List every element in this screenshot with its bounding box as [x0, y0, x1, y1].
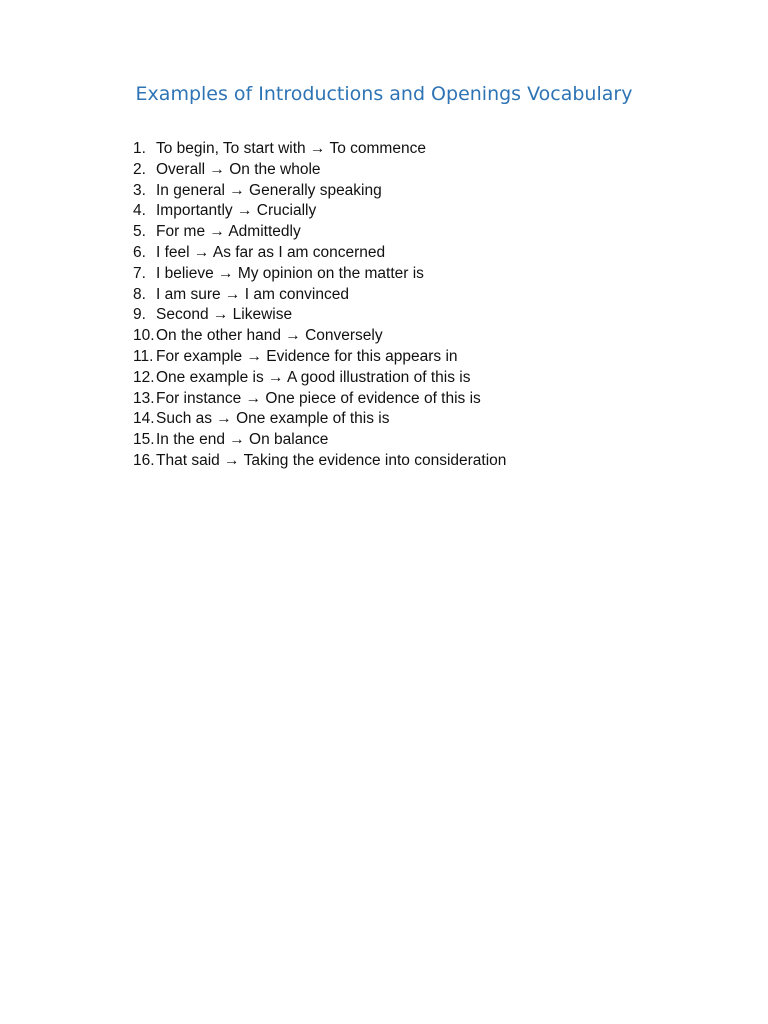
list-item — [133, 160, 506, 181]
list-item — [133, 264, 506, 285]
list-item — [133, 347, 506, 368]
list-item — [133, 222, 506, 243]
item-number: 6. — [133, 243, 146, 261]
item-text: For instance → One piece of evidence of this is — [156, 389, 481, 407]
item-text: Such as → One example of this is — [156, 410, 390, 428]
list-item — [133, 409, 506, 430]
item-text: In general → Generally speaking — [156, 181, 382, 199]
list-item — [133, 326, 506, 347]
item-text: That said → Taking the evidence into consideration — [156, 451, 507, 469]
item-number: 5. — [133, 223, 146, 241]
item-text: To begin, To start with → To commence — [156, 140, 426, 157]
item-text: Overall → On the whole — [156, 160, 321, 178]
list-item — [133, 305, 506, 326]
item-number: 2. — [133, 160, 146, 178]
item-number: 4. — [133, 202, 146, 220]
item-number: 3. — [133, 181, 146, 199]
item-text: I am sure → I am convinced — [156, 285, 349, 303]
item-text: Second → Likewise — [156, 306, 293, 324]
item-text: On the other hand → Conversely — [156, 327, 383, 345]
vocabulary-list — [133, 139, 506, 472]
list-item — [133, 368, 506, 389]
item-number: 11. — [133, 347, 154, 365]
item-text: I feel → As far as I am concerned — [156, 243, 386, 261]
item-number: 16. — [133, 451, 155, 469]
list-item — [133, 389, 506, 410]
item-number: 13. — [133, 389, 155, 407]
item-text: For example → Evidence for this appears in — [156, 347, 458, 365]
item-text: One example is → A good illustration of this is — [156, 368, 471, 386]
list-item — [133, 181, 506, 202]
item-number: 10. — [133, 327, 155, 345]
item-number: 15. — [133, 431, 155, 449]
list-item — [133, 285, 506, 306]
list-item — [133, 201, 506, 222]
list-item — [133, 243, 506, 264]
item-text: In the end → On balance — [156, 431, 329, 449]
item-text: I believe → My opinion on the matter is — [156, 264, 424, 282]
item-number: 1. — [133, 140, 146, 157]
item-number: 8. — [133, 285, 146, 303]
list-item — [133, 139, 506, 160]
item-text: For me → Admittedly — [156, 223, 301, 241]
list-item — [133, 451, 506, 472]
item-number: 14. — [133, 410, 155, 428]
list-item — [133, 430, 506, 451]
item-text: Importantly → Crucially — [156, 202, 317, 220]
item-number: 7. — [133, 264, 146, 282]
page-title: Examples of Introductions and Openings Vocabulary — [135, 83, 633, 105]
item-number: 12. — [133, 368, 155, 386]
item-number: 9. — [133, 306, 146, 324]
